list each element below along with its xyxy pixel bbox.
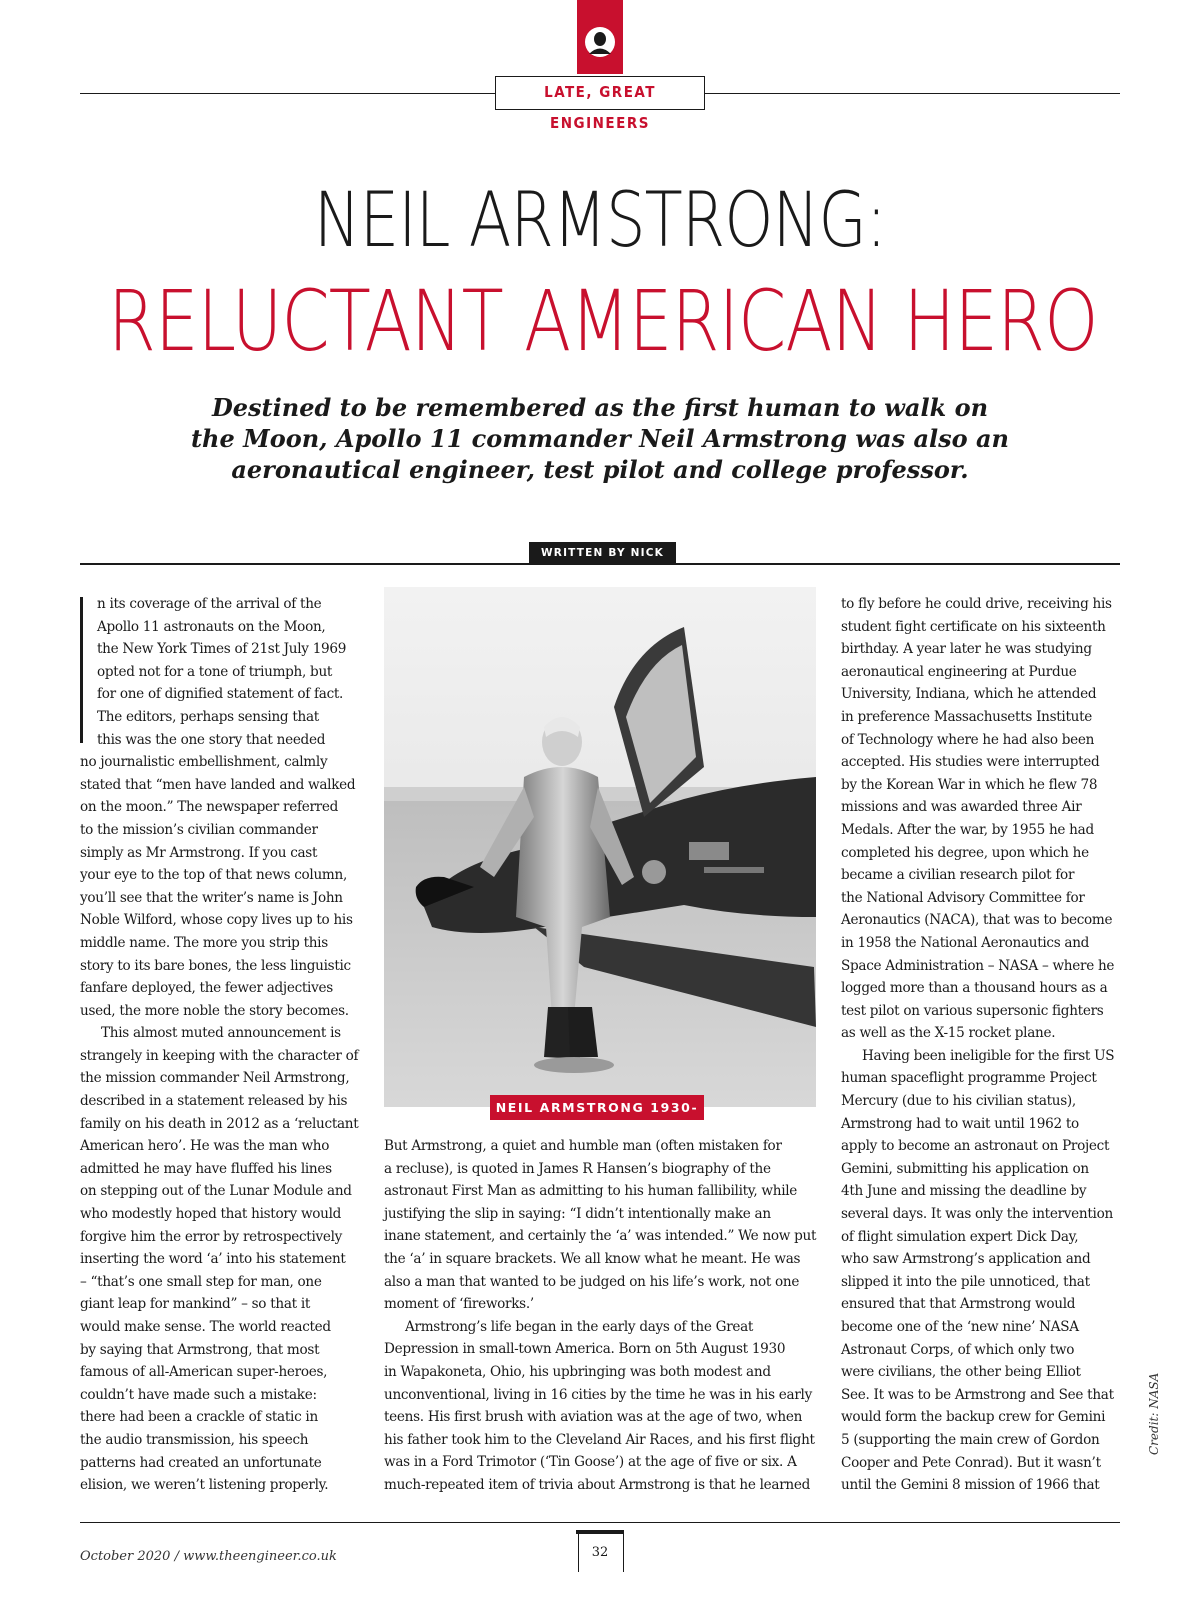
article-line: fanfare deployed, the fewer adjectives (80, 980, 333, 997)
article-line: until the Gemini 8 mission of 1966 that (841, 1477, 1100, 1494)
article-line: as well as the X-15 rocket plane. (841, 1025, 1056, 1042)
article-line: n its coverage of the arrival of the (97, 596, 322, 612)
article-line: apply to become an astronaut on Project (841, 1138, 1110, 1155)
article-line: forgive him the error by retrospectively (80, 1228, 343, 1245)
article-line: a recluse), is quoted in James R Hansen’s biography of the (384, 1160, 771, 1177)
article-line: became a civilian research pilot for (841, 867, 1075, 884)
article-line: become one of the ‘new nine’ NASA (841, 1319, 1079, 1335)
article-line: Apollo 11 astronauts on the Moon, (97, 618, 326, 635)
article-line: Armstrong had to wait until 1962 to (841, 1115, 1079, 1132)
article-line: Aeronautics (NACA), that was to become (841, 912, 1113, 929)
armstrong-photo (384, 587, 816, 1107)
article-line: human spaceflight programme Project (841, 1070, 1097, 1087)
engineer-portrait-icon (585, 27, 615, 57)
article-line: family on his death in 2012 as a ‘reluctant (80, 1115, 359, 1132)
article-line: 5 (supporting the main crew of Gordon (841, 1431, 1100, 1448)
article-line: inane statement, and certainly the ‘a’ was intended.” We now put (384, 1228, 817, 1245)
article-line: – “that’s one small step for man, one (80, 1273, 322, 1290)
article-line: teens. His first brush with aviation was at the age of two, when (384, 1409, 803, 1426)
article-line: This almost muted announcement is (101, 1025, 341, 1042)
article-line: elision, we weren’t listening properly. (80, 1477, 329, 1494)
article-line: slipped it into the pile unnoticed, that (841, 1273, 1090, 1290)
headline-line-2: RELUCTANT AMERICAN HERO (108, 272, 1098, 370)
article-line: famous of all-American super-heroes, (80, 1364, 328, 1381)
article-line: accepted. His studies were interrupted (841, 754, 1100, 771)
article-line: ensured that that Armstrong would (841, 1296, 1076, 1313)
article-line: by saying that Armstrong, that most (80, 1341, 320, 1358)
article-line: on the moon.” The newspaper referred (80, 799, 338, 816)
article-line: in 1958 the National Aeronautics and (841, 934, 1090, 951)
article-line: who saw Armstrong’s application and (841, 1251, 1091, 1268)
article-line: stated that “men have landed and walked (80, 776, 356, 793)
article-line: Medals. After the war, by 1955 he had (841, 821, 1094, 838)
byline: WRITTEN BY NICK SMITH (529, 542, 676, 564)
header-rule-left (80, 93, 495, 94)
article-line: The editors, perhaps sensing that (97, 708, 319, 725)
standfirst (180, 392, 1020, 485)
article-line: opted not for a tone of triumph, but (97, 663, 333, 680)
article-line: there had been a crackle of static in (80, 1409, 318, 1426)
article-line: of Technology where he had also been (841, 731, 1095, 748)
article-line: unconventional, living in 16 cities by the time he was in his early (384, 1386, 812, 1403)
article-line: in preference Massachusetts Institute (841, 708, 1093, 725)
article-line: American hero’. He was the man who (80, 1138, 330, 1155)
section-label: LATE, GREAT ENGINEERS (495, 76, 705, 110)
article-column-3 (841, 593, 1123, 1497)
article-line: birthday. A year later he was studying (841, 641, 1092, 658)
footer-issue-and-url: October 2020 / www.theengineer.co.uk (80, 1549, 337, 1564)
article-line: test pilot on various supersonic fighters (841, 1002, 1104, 1019)
article-line: strangely in keeping with the character of (80, 1047, 359, 1064)
article-line: you’ll see that the writer’s name is John (80, 889, 343, 906)
article-line: by the Korean War in which he flew 78 (841, 776, 1098, 793)
standfirst-line: aeronautical engineer, test pilot and college professor. (231, 455, 969, 484)
header-rule-right (705, 93, 1120, 94)
article-line: Noble Wilford, whose copy lives up to his (80, 912, 353, 929)
article-line: admitted he may have fluffed his lines (80, 1160, 332, 1177)
article-line: Gemini, submitting his application on (841, 1160, 1089, 1177)
article-line: for one of dignified statement of fact. (97, 686, 344, 703)
article-line: student fight certificate on his sixteenth (841, 618, 1106, 635)
article-line: the audio transmission, his speech (80, 1431, 309, 1448)
footer-rule (80, 1522, 1120, 1523)
article-line: Having been ineligible for the first US (862, 1047, 1115, 1064)
article-column-2 (384, 1135, 816, 1497)
article-line: University, Indiana, which he attended (841, 686, 1097, 703)
article-line: no journalistic embellishment, calmly (80, 754, 328, 771)
article-line: to fly before he could drive, receiving his (841, 596, 1112, 612)
article-line: of flight simulation expert Dick Day, (841, 1228, 1079, 1245)
photo-credit: Credit: NASA (1147, 1372, 1161, 1455)
article-line: were civilians, the other being Elliot (841, 1364, 1081, 1381)
article-line: Astronaut Corps, of which only two (841, 1341, 1075, 1358)
headline-line-1: NEIL ARMSTRONG: (313, 175, 887, 264)
article-line: much-repeated item of trivia about Armstrong is that he learned (384, 1476, 810, 1493)
article-line: several days. It was only the intervention (841, 1206, 1113, 1223)
article-line: aeronautical engineering at Purdue (841, 663, 1077, 680)
article-line: would make sense. The world reacted (80, 1319, 331, 1335)
article-line: this was the one story that needed (97, 731, 326, 748)
article-line: story to its bare bones, the less linguistic (80, 957, 351, 974)
article-line: 4th June and missing the deadline by (841, 1183, 1087, 1200)
article-line: inserting the word ‘a’ into his statement (80, 1251, 346, 1268)
article-line: Space Administration – NASA – where he (841, 957, 1115, 974)
article-line: See. It was to be Armstrong and See that (841, 1386, 1114, 1403)
article-line: would form the backup crew for Gemini (841, 1409, 1106, 1426)
photo-caption: NEIL ARMSTRONG 1930-2012 (490, 1095, 704, 1120)
article-line: simply as Mr Armstrong. If you cast (80, 844, 318, 861)
article-line: used, the more noble the story becomes. (80, 1002, 349, 1019)
article-line: Depression in small-town America. Born on 5th August 1930 (384, 1341, 786, 1358)
article-line: the National Advisory Committee for (841, 889, 1085, 906)
article-line: patterns had created an unfortunate (80, 1454, 322, 1471)
article-line: But Armstrong, a quiet and humble man (often mistaken for (384, 1138, 782, 1154)
article-line: completed his degree, upon which he (841, 844, 1089, 861)
article-line: the mission commander Neil Armstrong, (80, 1070, 350, 1087)
article-line: giant leap for mankind” – so that it (80, 1296, 311, 1313)
article-line: astronaut First Man as admitting to his human fallibility, while (384, 1183, 798, 1200)
standfirst-line: the Moon, Apollo 11 commander Neil Armstrong was also an (190, 424, 1010, 453)
article-line: the ‘a’ in square brackets. We all know what he meant. He was (384, 1250, 801, 1267)
article-line: logged more than a thousand hours as a (841, 980, 1108, 997)
article-line: to the mission’s civilian commander (80, 821, 318, 838)
article-line: also a man that wanted to be judged on his life’s work, not one (384, 1273, 800, 1290)
article-line: his father took him to the Cleveland Air Races, and his first flight (384, 1431, 815, 1448)
article-line: who modestly hoped that history would (80, 1206, 342, 1223)
article-line: was in a Ford Trimotor (‘Tin Goose’) at the age of five or six. A (384, 1454, 797, 1471)
article-line: the New York Times of 21st July 1969 (97, 641, 347, 658)
article-line: Armstrong’s life began in the early days of the Great (405, 1318, 754, 1335)
article-line: your eye to the top of that news column, (80, 867, 347, 884)
article-line: Cooper and Pete Conrad). But it wasn’t (841, 1454, 1101, 1471)
article-line: Mercury (due to his civilian status), (841, 1093, 1076, 1110)
section-tab (577, 0, 623, 74)
standfirst-line: Destined to be remembered as the first human to walk on (211, 393, 989, 422)
article-line: justifying the slip in saying: “I didn’t intentionally make an (384, 1205, 771, 1222)
article-line: described in a statement released by his (80, 1093, 348, 1110)
article-line: on stepping out of the Lunar Module and (80, 1183, 352, 1200)
article-column-1 (80, 593, 360, 1497)
article-line: moment of ‘fireworks.’ (384, 1296, 534, 1313)
page-number: 32 (591, 1545, 609, 1560)
article-line: missions and was awarded three Air (841, 799, 1082, 816)
article-line: middle name. The more you strip this (80, 934, 328, 951)
article-line: couldn’t have made such a mistake: (80, 1386, 317, 1403)
article-line: in Wapakoneta, Ohio, his upbringing was both modest and (384, 1363, 771, 1380)
